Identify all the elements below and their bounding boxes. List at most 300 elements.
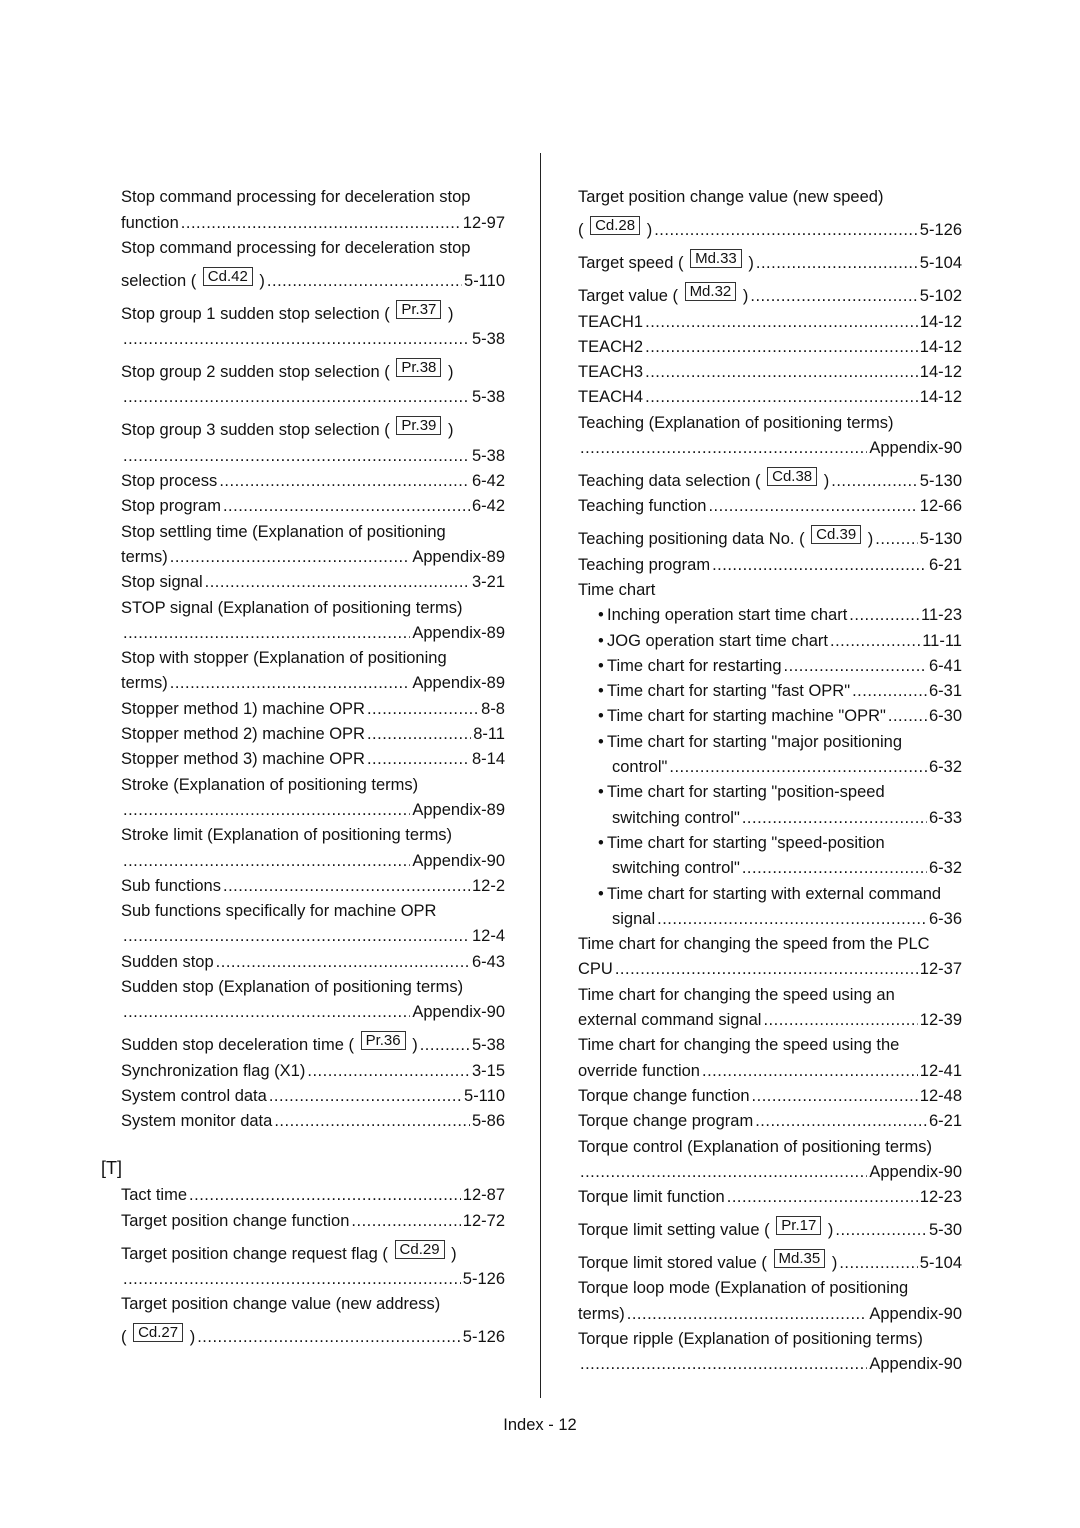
parameter-ref-box: Cd.27 — [133, 1323, 183, 1342]
entry-text-after: ) — [259, 271, 265, 290]
index-entry — [578, 1081, 962, 1106]
parameter-ref-box: Md.32 — [685, 282, 737, 301]
page-reference: 5-126 — [462, 1269, 505, 1288]
index-column-left-t — [121, 1180, 505, 1347]
index-entry — [121, 896, 505, 921]
index-entry — [578, 458, 962, 491]
entry-text: Time chart for changing the speed from the PLC — [578, 935, 930, 954]
index-entry — [121, 618, 505, 643]
index-entry — [578, 1349, 962, 1374]
leader-dots — [123, 447, 470, 466]
leader-dots — [669, 758, 927, 777]
parameter-ref-box: Pr.39 — [396, 416, 441, 435]
entry-label — [598, 733, 902, 752]
entry-label — [598, 885, 941, 904]
leader-dots — [750, 287, 917, 306]
entry-label — [121, 548, 168, 567]
page-reference: 8-8 — [481, 699, 505, 718]
index-entry — [578, 600, 962, 625]
entry-text: external command signal — [578, 1011, 762, 1030]
page-reference: Appendix-89 — [412, 623, 505, 642]
leader-dots — [123, 388, 470, 407]
entry-text: Stop with stopper (Explanation of positioning — [121, 649, 447, 668]
entry-text: Time chart for starting "position-speed — [607, 783, 885, 802]
leader-dots — [645, 338, 918, 357]
leader-dots — [839, 1254, 917, 1273]
leader-dots — [742, 859, 927, 878]
entry-label — [578, 526, 874, 549]
index-entry — [578, 752, 962, 777]
leader-dots — [269, 1087, 462, 1106]
entry-text: Stop command processing for deceleration stop — [121, 238, 471, 257]
index-entry — [578, 802, 962, 827]
index-entry — [578, 273, 962, 306]
index-entry — [121, 207, 505, 232]
entry-text: Time chart for starting "fast OPR" — [607, 682, 851, 701]
entry-label — [121, 599, 462, 618]
leader-dots — [752, 1087, 918, 1106]
entry-text: Time chart for changing the speed using the — [578, 1036, 900, 1055]
index-entry — [578, 182, 962, 207]
entry-label — [598, 657, 782, 676]
index-entry — [121, 693, 505, 718]
index-entry — [121, 1022, 505, 1055]
entry-text: TEACH4 — [578, 388, 644, 407]
parameter-ref-box: Cd.38 — [767, 467, 817, 486]
page-reference: 5-86 — [471, 1112, 505, 1131]
entry-text: selection ( — [121, 271, 197, 290]
page-reference: 6-32 — [928, 758, 962, 777]
entry-text-after: ) — [831, 1254, 838, 1273]
page-reference: 5-38 — [471, 330, 505, 349]
leader-dots — [420, 1036, 470, 1055]
entry-text: override function — [578, 1061, 700, 1080]
index-entry — [121, 233, 505, 258]
entry-text: TEACH3 — [578, 363, 644, 382]
leader-dots — [708, 497, 917, 516]
index-entry — [578, 1240, 962, 1273]
entry-label — [578, 986, 895, 1005]
entry-text: Tact time — [121, 1186, 188, 1205]
index-entry — [121, 744, 505, 769]
entry-text: Torque limit stored value ( — [578, 1254, 767, 1273]
entry-text: Teaching program — [578, 555, 711, 574]
leader-dots — [205, 573, 470, 592]
page-reference: 8-14 — [471, 750, 505, 769]
leader-dots — [852, 682, 927, 701]
entry-text-after: ) — [742, 287, 749, 306]
entry-text: Stop group 1 sudden stop selection ( — [121, 304, 390, 323]
index-column-right — [578, 182, 962, 1374]
entry-text: Target value ( — [578, 287, 678, 306]
entry-text: Torque change function — [578, 1086, 750, 1105]
entry-text: Target position change function — [121, 1211, 350, 1230]
entry-text: Sub functions — [121, 876, 221, 895]
leader-dots — [123, 927, 470, 946]
entry-label — [578, 283, 749, 306]
entry-label — [121, 877, 221, 896]
entry-text: TEACH2 — [578, 337, 644, 356]
index-entry — [121, 1106, 505, 1131]
entry-text: Torque ripple (Explanation of positioning terms) — [578, 1329, 923, 1348]
index-entry — [121, 182, 505, 207]
entry-label — [121, 417, 454, 440]
leader-dots — [702, 1062, 918, 1081]
entry-label — [578, 556, 710, 575]
entry-text-after: ) — [748, 254, 754, 273]
entry-text: STOP signal (Explanation of positioning terms) — [121, 598, 463, 617]
index-entry — [578, 1157, 962, 1182]
entry-text: Torque limit setting value ( — [578, 1221, 770, 1240]
page-reference: Appendix-90 — [869, 1355, 962, 1374]
page-reference: 12-2 — [471, 876, 505, 895]
index-entry — [121, 592, 505, 617]
entry-text: Stroke limit (Explanation of positioning terms) — [121, 826, 453, 845]
entry-label — [121, 700, 365, 719]
leader-dots — [170, 548, 411, 567]
entry-text: System monitor data — [121, 1112, 273, 1131]
index-entry — [121, 845, 505, 870]
entry-label — [578, 338, 643, 357]
entry-text: Time chart for starting "major positioning — [607, 732, 903, 751]
entry-label — [121, 826, 452, 845]
index-entry — [121, 1264, 505, 1289]
parameter-ref-box: Pr.38 — [396, 358, 441, 377]
page-reference: 14-12 — [919, 388, 962, 407]
leader-dots — [727, 1188, 918, 1207]
leader-dots — [580, 1163, 867, 1182]
page-reference: 5-130 — [919, 472, 962, 491]
entry-label — [121, 497, 221, 516]
entry-text: Stop process — [121, 472, 218, 491]
index-entry — [578, 777, 962, 802]
entry-label — [612, 758, 667, 777]
entry-label — [578, 581, 655, 600]
leader-dots — [197, 1328, 461, 1347]
index-entry — [121, 1205, 505, 1230]
index-entry — [578, 491, 962, 516]
entry-text-after: ) — [823, 472, 830, 491]
entry-text: System control data — [121, 1086, 267, 1105]
page-reference: 5-104 — [919, 1254, 962, 1273]
index-entry — [578, 382, 962, 407]
section-letter: [T] — [101, 1158, 122, 1178]
entry-text-after: ) — [412, 1036, 418, 1055]
page-reference: 14-12 — [919, 312, 962, 331]
parameter-ref-box: Pr.17 — [776, 1216, 821, 1235]
page-reference: 5-38 — [471, 1036, 505, 1055]
index-entry — [121, 258, 505, 291]
entry-text: Stroke (Explanation of positioning terms) — [121, 775, 419, 794]
entry-text: Sudden stop (Explanation of positioning terms) — [121, 978, 464, 997]
index-entry — [578, 332, 962, 357]
index-entry — [121, 440, 505, 465]
entry-label — [578, 1217, 834, 1240]
index-entry — [121, 567, 505, 592]
leader-dots — [763, 1011, 917, 1030]
entry-label — [121, 359, 454, 382]
entry-text: control" — [612, 758, 668, 777]
page-reference: 11-11 — [922, 631, 962, 650]
entry-label — [121, 978, 463, 997]
entry-label — [121, 674, 168, 693]
entry-label — [612, 809, 740, 828]
index-column-left — [121, 182, 505, 1131]
leader-dots — [123, 624, 410, 643]
leader-dots — [654, 221, 918, 240]
entry-label — [578, 1330, 923, 1349]
entry-label — [612, 859, 740, 878]
entry-label — [121, 725, 365, 744]
entry-text-after: ) — [447, 304, 454, 323]
entry-label — [121, 1212, 349, 1231]
entry-text: TEACH1 — [578, 312, 644, 331]
leader-dots — [615, 960, 918, 979]
leader-dots — [875, 530, 918, 549]
index-entry — [578, 1298, 962, 1323]
entry-text: Torque limit function — [578, 1188, 725, 1207]
bullet-icon: • — [598, 682, 604, 701]
entry-text: Teaching (Explanation of positioning terms) — [578, 413, 894, 432]
entry-label — [121, 776, 418, 795]
page-reference: 12-23 — [919, 1188, 962, 1207]
bullet-icon: • — [598, 656, 604, 675]
entry-text: Time chart — [578, 580, 656, 599]
entry-text: Torque control (Explanation of positioning terms) — [578, 1137, 933, 1156]
index-entry — [121, 1314, 505, 1347]
leader-dots — [367, 725, 471, 744]
index-entry — [121, 668, 505, 693]
leader-dots — [712, 556, 927, 575]
page-reference: 3-15 — [471, 1061, 505, 1080]
leader-dots — [123, 1003, 410, 1022]
index-entry — [578, 1182, 962, 1207]
page-reference: Appendix-90 — [412, 851, 505, 870]
page-reference: 12-72 — [462, 1211, 505, 1230]
entry-label — [578, 468, 830, 491]
entry-text: Stop program — [121, 497, 221, 516]
entry-label — [578, 1112, 753, 1131]
leader-dots — [830, 632, 920, 651]
index-entry — [121, 921, 505, 946]
leader-dots — [580, 1355, 867, 1374]
page-reference: Appendix-90 — [869, 1162, 962, 1181]
entry-label — [578, 1138, 932, 1157]
entry-text: Synchronization flag (X1) — [121, 1061, 306, 1080]
page-reference: 14-12 — [919, 337, 962, 356]
entry-label — [598, 682, 850, 701]
index-entry — [578, 1106, 962, 1131]
index-entry — [578, 878, 962, 903]
index-entry — [578, 929, 962, 954]
entry-text: Stopper method 3) machine OPR — [121, 750, 365, 769]
entry-label — [121, 649, 447, 668]
leader-dots — [123, 852, 410, 871]
page-reference: 6-32 — [928, 859, 962, 878]
bullet-icon: • — [598, 732, 604, 751]
index-entry — [121, 643, 505, 668]
index-entry — [121, 769, 505, 794]
index-entry — [578, 306, 962, 331]
page-reference: 6-30 — [928, 707, 962, 726]
page-reference: Appendix-90 — [412, 1003, 505, 1022]
page-reference: Appendix-90 — [869, 1304, 962, 1323]
page-reference: 11-23 — [921, 606, 962, 625]
bullet-icon: • — [598, 631, 604, 650]
entry-text-after: ) — [867, 530, 874, 549]
entry-label — [578, 960, 613, 979]
entry-text-after: ) — [447, 363, 454, 382]
page-reference: 8-11 — [473, 725, 505, 744]
entry-text: switching control" — [612, 808, 740, 827]
index-entry — [578, 651, 962, 676]
entry-text: Stop settling time (Explanation of positioning — [121, 522, 446, 541]
entry-label — [598, 783, 885, 802]
page-reference: 12-4 — [471, 927, 505, 946]
index-entry — [121, 997, 505, 1022]
page-reference: Appendix-89 — [412, 674, 505, 693]
entry-label — [612, 910, 655, 929]
page-reference: 6-42 — [471, 497, 505, 516]
leader-dots — [223, 877, 470, 896]
index-entry — [578, 1324, 962, 1349]
index-entry — [578, 575, 962, 600]
entry-label — [121, 1112, 272, 1131]
page-reference: 5-38 — [471, 388, 505, 407]
page-reference: Appendix-90 — [869, 439, 962, 458]
index-entry — [121, 795, 505, 820]
index-entry — [578, 904, 962, 929]
entry-text: JOG operation start time chart — [607, 631, 829, 650]
index-entry — [578, 207, 962, 240]
index-entry — [121, 972, 505, 997]
entry-label — [121, 1087, 267, 1106]
entry-text: Target position change value (new speed) — [578, 188, 884, 207]
entry-label — [578, 497, 706, 516]
entry-text-after: ) — [189, 1328, 196, 1347]
entry-text: Teaching function — [578, 497, 707, 516]
page-reference: 14-12 — [919, 363, 962, 382]
entry-label — [578, 414, 894, 433]
page-reference: 5-110 — [464, 271, 505, 290]
index-entry — [578, 516, 962, 549]
entry-label — [121, 523, 446, 542]
entry-text: terms) — [578, 1304, 625, 1323]
parameter-ref-box: Cd.42 — [203, 267, 253, 286]
index-entry — [121, 291, 505, 324]
index-entry — [121, 1231, 505, 1264]
parameter-ref-box: Md.33 — [690, 249, 742, 268]
page-reference: 5-110 — [464, 1086, 505, 1105]
index-entry — [121, 466, 505, 491]
leader-dots — [367, 700, 479, 719]
leader-dots — [223, 497, 470, 516]
page-reference: 5-126 — [462, 1328, 505, 1347]
entry-text: Target position change request flag ( — [121, 1244, 388, 1263]
page-reference: 12-87 — [462, 1186, 505, 1205]
leader-dots — [756, 254, 918, 273]
index-entry — [121, 820, 505, 845]
leader-dots — [784, 657, 927, 676]
entry-label — [578, 1087, 750, 1106]
entry-label — [121, 1324, 196, 1347]
leader-dots — [657, 910, 927, 929]
index-entry — [578, 1055, 962, 1080]
entry-label — [598, 834, 885, 853]
page-reference: 12-39 — [919, 1011, 962, 1030]
page-reference: 6-41 — [928, 656, 962, 675]
parameter-ref-box: Cd.39 — [811, 525, 861, 544]
index-entry — [578, 357, 962, 382]
entry-label — [121, 902, 436, 921]
index-entry — [121, 871, 505, 896]
entry-text: Stop signal — [121, 573, 203, 592]
leader-dots — [831, 472, 918, 491]
page-reference: 12-66 — [919, 497, 962, 516]
entry-label — [578, 188, 883, 207]
index-entry — [578, 676, 962, 701]
entry-text: Target position change value (new address) — [121, 1295, 441, 1314]
page-reference: 12-41 — [919, 1061, 962, 1080]
page-reference: 12-48 — [919, 1086, 962, 1105]
parameter-ref-box: Cd.29 — [395, 1240, 445, 1259]
entry-text: Sub functions specifically for machine OPR — [121, 902, 437, 921]
column-divider — [540, 153, 541, 1398]
entry-text: terms) — [121, 674, 168, 693]
index-entry — [578, 407, 962, 432]
entry-text: Stop group 3 sudden stop selection ( — [121, 421, 390, 440]
leader-dots — [307, 1062, 470, 1081]
entry-label — [578, 388, 643, 407]
index-entry — [578, 433, 962, 458]
page-reference: 6-21 — [928, 555, 962, 574]
leader-dots — [645, 388, 918, 407]
leader-dots — [627, 1305, 868, 1324]
index-entry — [121, 407, 505, 440]
bullet-icon: • — [598, 606, 604, 625]
entry-label — [578, 1062, 700, 1081]
page-reference: Appendix-89 — [412, 547, 505, 566]
page-footer: Index - 12 — [503, 1416, 577, 1434]
entry-text: Teaching positioning data No. ( — [578, 530, 805, 549]
leader-dots — [274, 1112, 470, 1131]
entry-text: Time chart for restarting — [607, 656, 782, 675]
index-entry — [578, 1131, 962, 1156]
entry-label — [121, 214, 179, 233]
leader-dots — [123, 330, 470, 349]
entry-label — [598, 606, 847, 625]
index-entry — [121, 349, 505, 382]
page-reference: 5-102 — [919, 287, 962, 306]
parameter-ref-box: Md.35 — [774, 1249, 826, 1268]
entry-label — [121, 1032, 418, 1055]
entry-text: Torque change program — [578, 1112, 754, 1131]
leader-dots — [849, 606, 919, 625]
index-entry — [578, 1273, 962, 1298]
entry-text: Stopper method 1) machine OPR — [121, 699, 365, 718]
index-entry — [121, 1180, 505, 1205]
page-reference: 12-37 — [919, 960, 962, 979]
entry-label — [578, 1305, 625, 1324]
index-entry — [121, 1081, 505, 1106]
page-reference: 5-104 — [919, 254, 962, 273]
entry-text: Stop command processing for deceleration stop — [121, 188, 471, 207]
index-entry — [121, 946, 505, 971]
entry-label — [121, 267, 265, 291]
bullet-icon: • — [598, 833, 604, 852]
entry-label — [121, 1186, 187, 1205]
index-entry — [121, 491, 505, 516]
